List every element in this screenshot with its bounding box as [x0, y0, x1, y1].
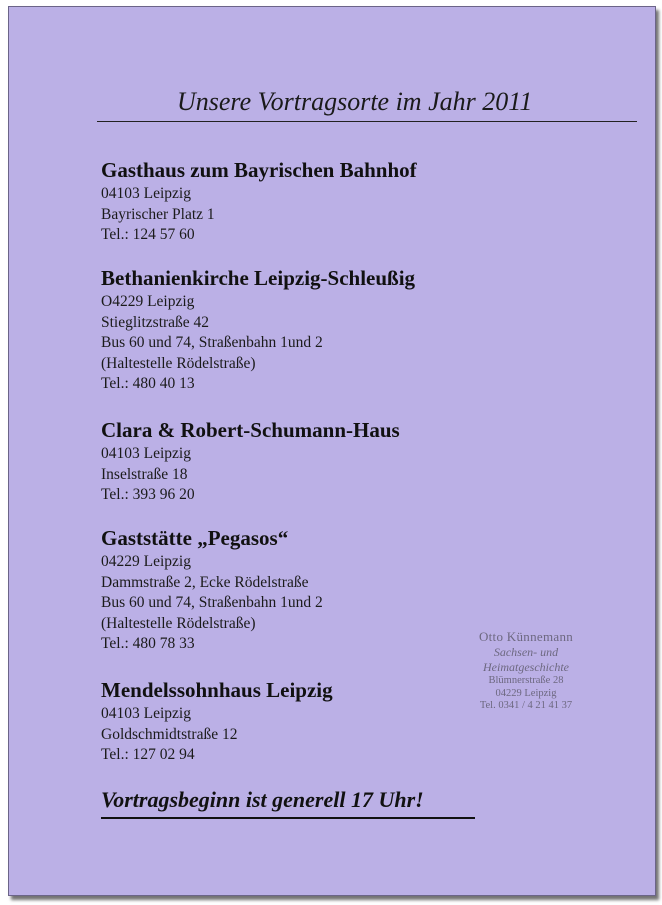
venue-name: Mendelssohnhaus Leipzig: [101, 678, 333, 702]
page-title: Unsere Vortragsorte im Jahr 2011: [177, 87, 533, 116]
venue-name: Gasthaus zum Bayrischen Bahnhof: [101, 158, 417, 182]
venue-transit: Bus 60 und 74, Straßenbahn 1und 2: [101, 594, 323, 611]
venue-postcode: 04103 Leipzig: [101, 445, 191, 462]
venue-street: Bayrischer Platz 1: [101, 205, 215, 223]
stamp-subtitle-1: Sachsen- und: [493, 645, 559, 659]
venue-block-bayrischer-bahnhof: [101, 157, 417, 246]
venue-block-schumann-haus: [101, 417, 400, 506]
stamp-city: 04229 Leipzig: [495, 687, 557, 699]
venue-transit: Bus 60 und 74, Straßenbahn 1und 2: [101, 334, 323, 351]
title-underline: [97, 121, 637, 122]
start-time-note: Vortragsbeginn ist generell 17 Uhr!: [101, 787, 424, 812]
stamp-subtitle-2: Heimatgeschichte: [483, 660, 569, 674]
venue-phone: Tel.: 124 57 60: [101, 226, 195, 243]
venue-name: Gaststätte „Pegasos“: [101, 526, 289, 550]
venue-postcode: O4229 Leipzig: [101, 293, 195, 310]
venue-street: Stieglitzstraße 42: [101, 313, 210, 331]
venue-stop: (Haltestelle Rödelstraße): [101, 354, 256, 372]
venue-street: Goldschmidtstraße 12: [101, 725, 238, 743]
footer-underline: [101, 817, 475, 819]
venue-street: Inselstraße 18: [101, 465, 188, 483]
venue-phone: Tel.: 480 40 13: [101, 375, 195, 392]
venue-name: Bethanienkirche Leipzig-Schleußig: [101, 266, 416, 290]
venue-phone: Tel.: 480 78 33: [101, 635, 195, 652]
venue-postcode: 04229 Leipzig: [101, 553, 191, 570]
venue-postcode: 04103 Leipzig: [101, 705, 191, 722]
venue-street: Dammstraße 2, Ecke Rödelstraße: [101, 573, 309, 591]
venue-block-pegasos: [101, 525, 323, 655]
stamp-street: Blümnerstraße 28: [488, 675, 564, 686]
stamp-phone: Tel. 0341 / 4 21 41 37: [479, 700, 573, 711]
venue-name: Clara & Robert-Schumann-Haus: [101, 418, 400, 442]
stamp-name: Otto Künnemann: [478, 629, 574, 644]
venue-phone: Tel.: 393 96 20: [101, 486, 195, 503]
venue-block-bethanienkirche: [101, 265, 415, 395]
page-sheet: [8, 6, 656, 896]
venue-block-mendelssohnhaus: [101, 677, 333, 766]
address-stamp: [461, 629, 591, 713]
venue-postcode: 04103 Leipzig: [101, 185, 191, 202]
venue-phone: Tel.: 127 02 94: [101, 746, 195, 763]
venue-stop: (Haltestelle Rödelstraße): [101, 614, 256, 632]
